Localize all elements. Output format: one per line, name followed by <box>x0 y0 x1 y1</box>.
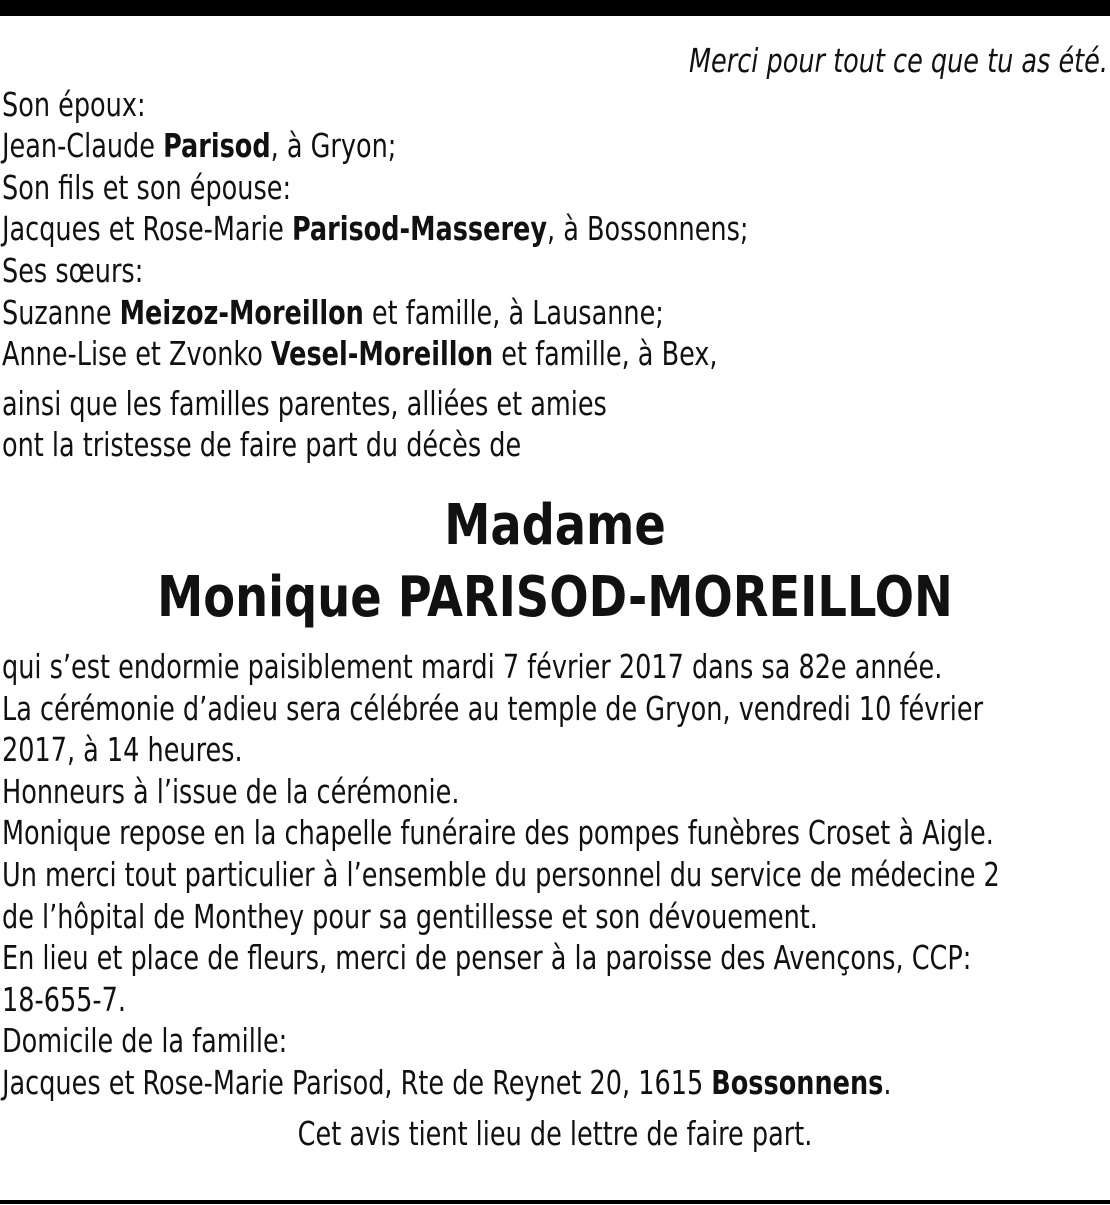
details-line: En lieu et place de fleurs, merci de penser à la paroisse des Avençons, CCP: <box>2 938 972 978</box>
deceased-honorific: Madame <box>444 492 666 558</box>
bottom-rule <box>0 1200 1110 1204</box>
details-line: Monique repose en la chapelle funéraire des pompes funèbres Croset à Aigle. <box>2 813 994 853</box>
spouse-prefix: Jean-Claude <box>2 126 164 166</box>
sister-1-prefix: Suzanne <box>2 292 120 332</box>
sister-1-name: Meizoz-Moreillon <box>119 292 364 332</box>
spouse-label: Son époux: <box>2 84 146 124</box>
closing-note: Cet avis tient lieu de lettre de faire part. <box>297 1114 813 1154</box>
sister-1-suffix: et famille, à Lausanne; <box>363 292 664 332</box>
motto: Merci pour tout ce que tu as été. <box>689 41 1108 80</box>
details-line: Domicile de la famille: <box>2 1021 288 1061</box>
announcement-line-1: ainsi que les familles parentes, alliées et amies <box>2 383 607 423</box>
announcement-line-2: ont la tristesse de faire part du décès de <box>2 425 522 465</box>
address-prefix: Jacques et Rose-Marie Parisod, Rte de Reynet 20, 1615 <box>2 1062 712 1102</box>
sister-2-suffix: et famille, à Bex, <box>493 334 718 374</box>
son-suffix: , à Bossonnens; <box>547 209 749 249</box>
son-prefix: Jacques et Rose-Marie <box>2 209 292 249</box>
family-address <box>2 1062 953 1104</box>
address-town: Bossonnens <box>711 1062 884 1102</box>
son-entry <box>2 208 953 250</box>
address-suffix: . <box>883 1062 892 1102</box>
deceased-full-name: Monique PARISOD-MOREILLON <box>157 564 953 630</box>
spouse-name: Parisod <box>163 126 271 166</box>
spouse-suffix: , à Gryon; <box>270 126 397 166</box>
deceased-name-block <box>2 490 1108 634</box>
sister-2-name: Vesel-Moreillon <box>270 334 494 374</box>
details-line: La cérémonie d’adieu sera célébrée au temple de Gryon, vendredi 10 février <box>2 688 984 728</box>
details-line: qui s’est endormie paisiblement mardi 7 février 2017 dans sa 82e année. <box>2 646 943 686</box>
sister-2-prefix: Anne-Lise et Zvonko <box>2 334 271 374</box>
details-line: de l’hôpital de Monthey pour sa gentillesse et son dévouement. <box>2 896 818 936</box>
obituary-notice <box>2 40 1108 1155</box>
sisters-label: Ses sœurs: <box>2 250 144 290</box>
sister-entry-2 <box>2 333 953 375</box>
spouse-entry <box>2 125 953 167</box>
details-line: 18-655-7. <box>2 979 126 1019</box>
details-line: Un merci tout particulier à l’ensemble du personnel du service de médecine 2 <box>2 854 1000 894</box>
details-line: Honneurs à l’issue de la cérémonie. <box>2 771 460 811</box>
son-name: Parisod-Masserey <box>291 209 548 249</box>
top-rule <box>0 0 1110 16</box>
details-line: 2017, à 14 heures. <box>2 730 243 770</box>
sister-entry-1 <box>2 292 953 334</box>
son-label: Son fils et son épouse: <box>2 167 292 207</box>
